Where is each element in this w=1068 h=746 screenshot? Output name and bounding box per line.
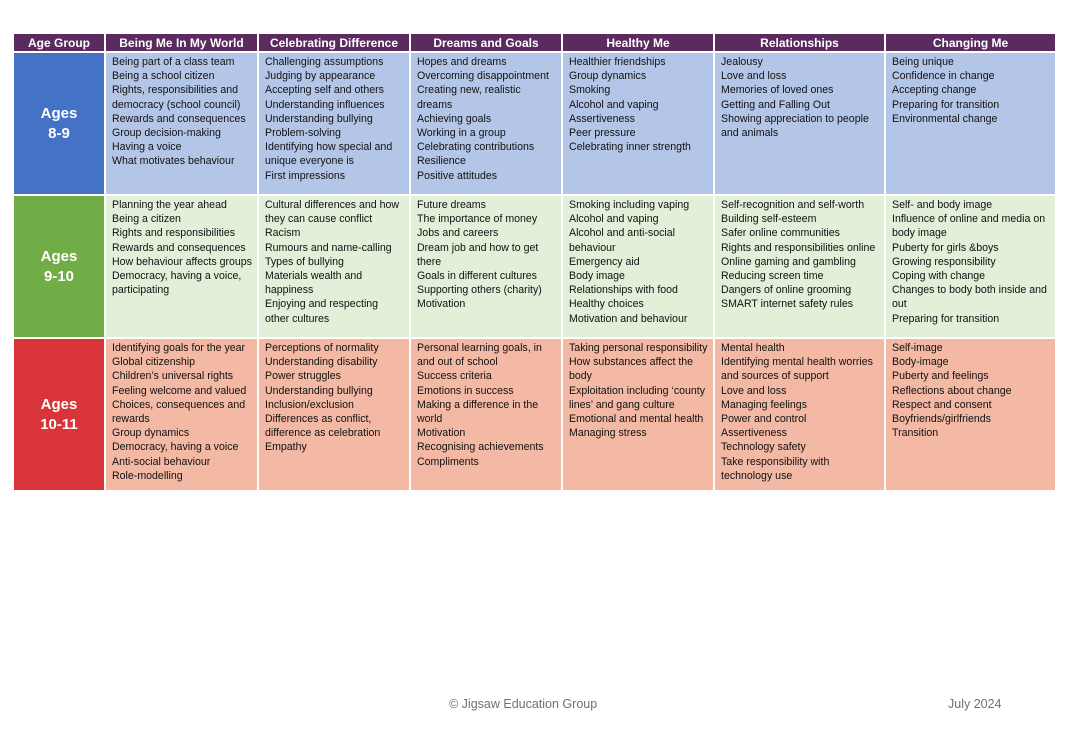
topic-cell — [563, 53, 713, 194]
topic-item: Cultural differences and how they can cause conflict — [265, 199, 400, 226]
topic-cell — [106, 53, 257, 194]
topic-item: Hopes and dreams — [417, 56, 507, 68]
topic-item: Coping with change — [892, 270, 986, 283]
topic-item: Problem-solving — [265, 127, 341, 140]
topic-item: Being unique — [892, 56, 954, 68]
topic-item: Types of bullying — [265, 255, 344, 268]
topic-item: Jealousy — [721, 56, 763, 68]
topic-item: Healthy choices — [569, 298, 644, 311]
topic-item: Motivation and behaviour — [569, 312, 688, 325]
topic-item: Alcohol and vaping — [569, 98, 659, 111]
topic-item: Taking personal responsibility — [569, 342, 708, 354]
topic-item: Relationships with food — [569, 284, 678, 297]
header-age-group: Age Group — [14, 34, 104, 51]
topic-item: Making a difference in the world — [417, 398, 539, 426]
topic-item: Democracy, having a voice — [112, 441, 239, 454]
topic-item: Planning the year ahead — [112, 199, 227, 211]
topic-item: Celebrating inner strength — [569, 141, 691, 154]
topic-item: Rights and responsibilities — [112, 227, 236, 240]
topic-item: Creating new, realistic dreams — [417, 84, 521, 111]
topic-item: What motivates behaviour — [112, 155, 235, 168]
topic-item: Technology safety — [721, 441, 806, 454]
topic-cell — [411, 53, 561, 194]
topic-item: Rights, responsibilities and democracy (school council) — [112, 84, 241, 111]
topic-item: Feeling welcome and valued — [112, 384, 247, 397]
topic-item: Exploitation including ‘county lines’ and gang culture — [569, 384, 706, 411]
topic-item: Reducing screen time — [721, 270, 824, 283]
topic-item: Goals in different cultures — [417, 270, 537, 283]
topic-item: Personal learning goals, in and out of school — [417, 342, 542, 369]
topic-item: Dangers of online grooming — [721, 284, 852, 297]
topic-item: Healthier friendships — [569, 56, 666, 68]
footer-copyright: © Jigsaw Education Group — [449, 697, 598, 711]
topic-item: Overcoming disappointment — [417, 70, 549, 83]
topic-item: Global citizenship — [112, 356, 196, 369]
topic-item: Peer pressure — [569, 127, 636, 140]
topic-item: Smoking — [569, 84, 611, 97]
topic-item: Identifying mental health worries and sources of support — [721, 356, 873, 383]
topic-item: Children’s universal rights — [112, 370, 234, 383]
age-label: Ages — [40, 247, 78, 265]
topic-item: Rumours and name-calling — [265, 241, 392, 254]
topic-item: Rewards and consequences — [112, 241, 246, 254]
topic-cell — [715, 53, 884, 194]
topic-item: Emotional and mental health — [569, 413, 704, 426]
topic-item: Showing appreciation to people and animals — [721, 112, 869, 140]
topic-item: Accepting self and others — [265, 84, 384, 97]
topic-item: Alcohol and anti-social behaviour — [569, 227, 675, 254]
topic-cell — [106, 339, 257, 490]
topic-item: Inclusion/exclusion — [265, 398, 354, 411]
header-celebrating-difference: Celebrating Difference — [259, 34, 409, 51]
age-range: 8-9 — [48, 124, 70, 142]
topic-item: Positive attitudes — [417, 169, 498, 182]
topic-item: Emergency aid — [569, 255, 640, 268]
topic-item: Challenging assumptions — [265, 56, 384, 68]
topic-item: Self-image — [892, 342, 943, 354]
topic-item: Managing stress — [569, 427, 647, 440]
age-label: Ages — [40, 395, 78, 413]
topic-item: Rewards and consequences — [112, 112, 246, 125]
age-cell-10-11 — [14, 339, 104, 490]
topic-cell — [563, 339, 713, 490]
topic-item: Reflections about change — [892, 384, 1012, 397]
topic-cell — [715, 339, 884, 490]
topic-item: Confidence in change — [892, 70, 995, 83]
topic-item: Love and loss — [721, 70, 787, 83]
topic-item: Assertiveness — [721, 427, 787, 440]
topic-item: Group dynamics — [569, 70, 647, 83]
topic-item: Preparing for transition — [892, 312, 1000, 325]
topic-item: Power and control — [721, 413, 807, 426]
topic-item: Body-image — [892, 356, 949, 369]
topic-item: Understanding disability — [265, 356, 378, 369]
age-range: 9-10 — [43, 267, 75, 285]
topic-item: Achieving goals — [417, 112, 492, 125]
topic-item: Compliments — [417, 455, 479, 468]
topic-item: Having a voice — [112, 141, 182, 154]
topic-item: Dream job and how to get there — [417, 241, 539, 268]
topic-item: How substances affect the body — [569, 356, 694, 383]
topic-cell — [886, 339, 1055, 490]
topic-item: Racism — [265, 227, 301, 240]
topic-item: Emotions in success — [417, 384, 514, 397]
topic-item: Motivation — [417, 427, 466, 440]
topic-cell — [411, 339, 561, 490]
topic-cell — [886, 196, 1055, 337]
topic-item: Understanding bullying — [265, 112, 373, 125]
topic-item: Success criteria — [417, 370, 492, 383]
topic-item: Safer online communities — [721, 227, 840, 240]
topic-item: Growing responsibility — [892, 255, 996, 268]
topic-item: Motivation — [417, 298, 466, 311]
topic-item: Future dreams — [417, 199, 486, 211]
header-changing-me: Changing Me — [886, 34, 1055, 51]
topic-item: Choices, consequences and rewards — [112, 398, 246, 426]
topic-item: Understanding influences — [265, 98, 385, 111]
topic-item: Celebrating contributions — [417, 141, 535, 154]
topic-item: Body image — [569, 270, 625, 283]
topic-item: Power struggles — [265, 370, 341, 383]
age-cell-8-9 — [14, 53, 104, 194]
topic-item: Take responsibility with technology use — [721, 455, 830, 482]
topic-item: Environmental change — [892, 112, 998, 125]
topic-item: Changes to body both inside and out — [892, 284, 1047, 311]
topic-item: Perceptions of normality — [265, 342, 379, 354]
topic-item: Group dynamics — [112, 427, 190, 440]
curriculum-table — [14, 34, 1051, 490]
topic-item: First impressions — [265, 169, 346, 182]
topic-item: Democracy, having a voice, participating — [112, 270, 242, 297]
topic-cell — [411, 196, 561, 337]
topic-cell — [106, 196, 257, 337]
topic-item: Self-recognition and self-worth — [721, 199, 865, 211]
topic-item: Enjoying and respecting other cultures — [265, 298, 379, 325]
footer-date: July 2024 — [948, 697, 1002, 711]
topic-item: Materials wealth and happiness — [265, 270, 363, 297]
age-range: 10-11 — [40, 415, 78, 433]
topic-item: Understanding bullying — [265, 384, 373, 397]
topic-item: Puberty for girls &boys — [892, 241, 999, 254]
topic-item: Respect and consent — [892, 398, 992, 411]
topic-cell — [563, 196, 713, 337]
topic-cell — [259, 53, 409, 194]
topic-item: Being part of a class team — [112, 56, 235, 68]
topic-item: Group decision-making — [112, 127, 221, 140]
header-relationships: Relationships — [715, 34, 884, 51]
topic-item: Rights and responsibilities online — [721, 241, 876, 254]
topic-item: Assertiveness — [569, 112, 635, 125]
topic-item: Identifying how special and unique everyone is — [265, 141, 393, 168]
header-healthy-me: Healthy Me — [563, 34, 713, 51]
topic-cell — [259, 339, 409, 490]
topic-item: Puberty and feelings — [892, 370, 989, 383]
topic-item: Working in a group — [417, 127, 506, 140]
topic-item: Being a citizen — [112, 213, 181, 226]
topic-item: Preparing for transition — [892, 98, 1000, 111]
topic-item: Role-modelling — [112, 469, 183, 482]
topic-item: Managing feelings — [721, 398, 807, 411]
topic-item: Love and loss — [721, 384, 787, 397]
topic-cell — [259, 196, 409, 337]
topic-item: Empathy — [265, 441, 307, 454]
topic-item: SMART internet safety rules — [721, 298, 854, 311]
topic-item: Self- and body image — [892, 199, 993, 211]
topic-item: Memories of loved ones — [721, 84, 834, 97]
header-being-me: Being Me In My World — [106, 34, 257, 51]
age-cell-9-10 — [14, 196, 104, 337]
topic-item: Influence of online and media on body image — [892, 213, 1046, 240]
topic-item: Building self-esteem — [721, 213, 817, 226]
topic-item: Mental health — [721, 342, 785, 354]
topic-item: Supporting others (charity) — [417, 284, 542, 297]
topic-item: Boyfriends/girlfriends — [892, 413, 991, 426]
topic-cell — [886, 53, 1055, 194]
topic-item: Alcohol and vaping — [569, 213, 659, 226]
topic-item: Smoking including vaping — [569, 199, 690, 211]
topic-item: Differences as conflict, difference as celebration — [265, 413, 381, 440]
topic-item: Identifying goals for the year — [112, 342, 246, 354]
topic-item: Resilience — [417, 155, 466, 168]
topic-item: Jobs and careers — [417, 227, 499, 240]
topic-item: How behaviour affects groups — [112, 255, 252, 268]
topic-item: Recognising achievements — [417, 441, 544, 454]
topic-item: Anti-social behaviour — [112, 455, 211, 468]
topic-item: The importance of money — [417, 213, 538, 226]
topic-item: Accepting change — [892, 84, 977, 97]
topic-item: Getting and Falling Out — [721, 98, 830, 111]
topic-item: Transition — [892, 427, 939, 440]
age-label: Ages — [40, 104, 78, 122]
topic-item: Judging by appearance — [265, 70, 376, 83]
topic-item: Being a school citizen — [112, 70, 215, 83]
topic-cell — [715, 196, 884, 337]
topic-item: Online gaming and gambling — [721, 255, 856, 268]
header-dreams-and-goals: Dreams and Goals — [411, 34, 561, 51]
